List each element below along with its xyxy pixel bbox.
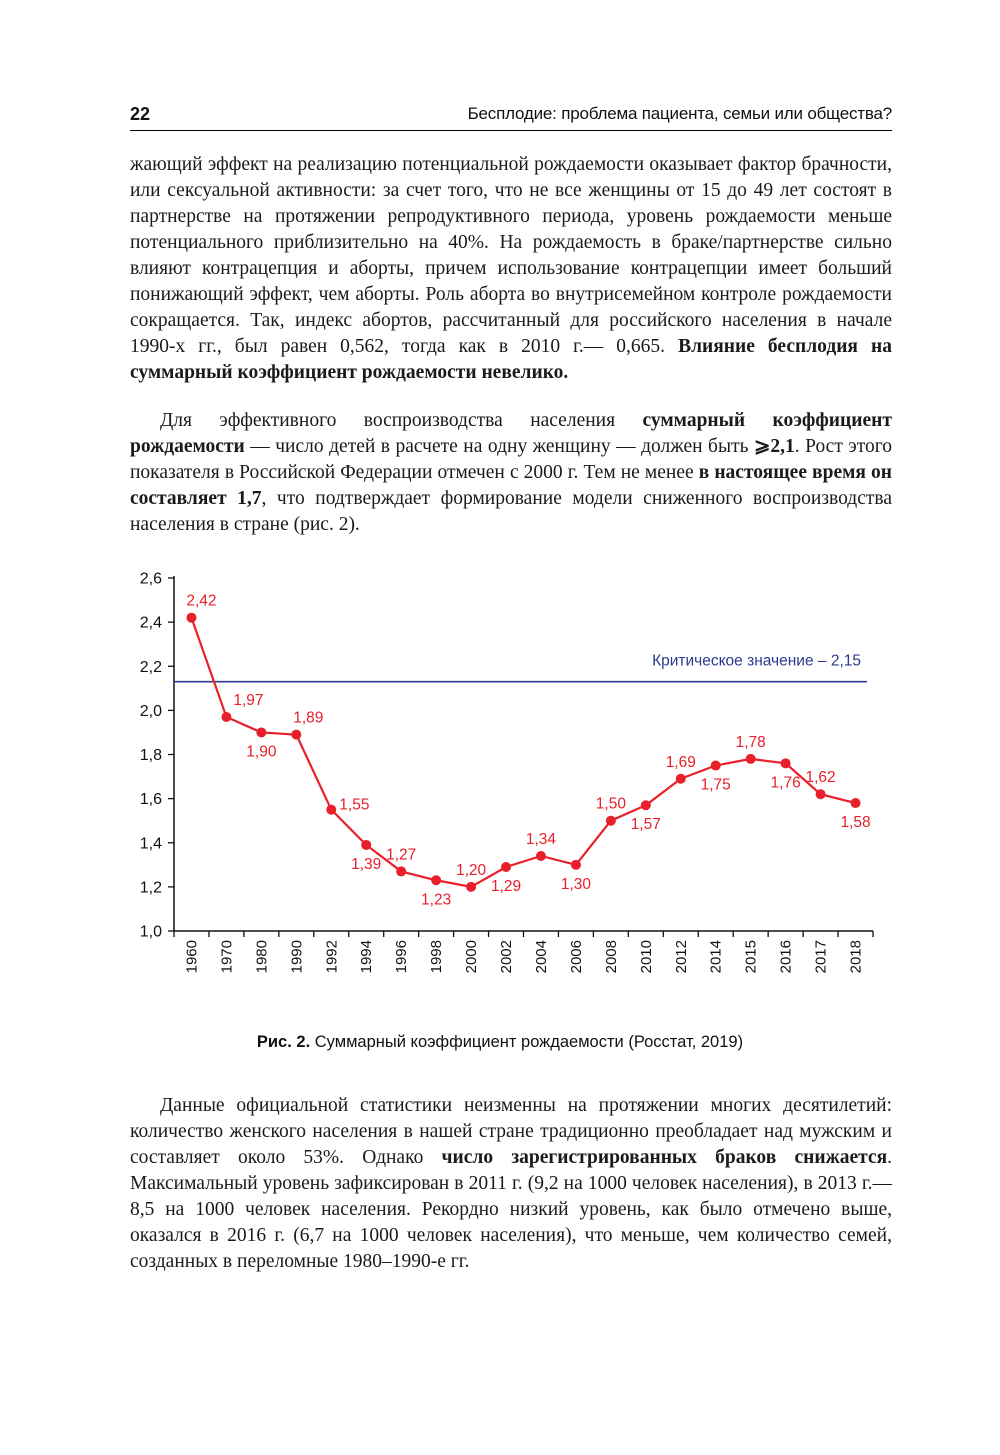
data-point xyxy=(711,761,721,771)
data-point xyxy=(361,840,371,850)
x-tick-label: 2002 xyxy=(498,940,516,974)
data-point xyxy=(606,816,616,826)
data-point xyxy=(326,805,336,815)
data-label: 1,62 xyxy=(805,769,836,787)
y-tick-label: 1,4 xyxy=(139,835,162,853)
caption-text: Суммарный коэффициент рождаемости (Росстат, 2019) xyxy=(310,1033,744,1051)
data-label: 1,58 xyxy=(840,814,871,832)
y-tick-label: 1,8 xyxy=(139,747,162,764)
y-tick-label: 1,0 xyxy=(139,923,162,941)
x-tick-label: 1980 xyxy=(253,940,271,974)
x-tick-label: 2006 xyxy=(567,940,585,974)
y-tick-label: 2,2 xyxy=(139,658,162,676)
paragraph-2-text-2: — число детей в расчете на одну женщину — должен быть xyxy=(244,436,754,457)
data-point xyxy=(501,862,511,872)
paragraph-2-text-1: Для эффективного воспроизводства населения xyxy=(160,410,643,431)
paragraph-2-text-4: , что подтверждает формирование модели сниженного воспроизводства населения в стране (рис. 2). xyxy=(130,488,892,535)
data-point xyxy=(221,712,231,722)
x-tick-label: 1996 xyxy=(393,940,411,974)
y-tick-label: 2,0 xyxy=(139,702,162,720)
page-header xyxy=(130,100,892,131)
paragraph-1-text: жающий эффект на реализацию потенциальной рождаемости оказывает фактор брачности, или сексуальной активности: за счет того, что не все женщины от 15 до 49 лет состоят в партнерстве на протяжении репродуктивного периода, уровень рождаемости меньше потенциального приблизительно на 40%. На рождаемость в браке/партнерстве сильно влияют контрацепция и аборты, причем использование контрацепции имеет больший понижающий эффект, чем аборты. Роль аборта во внутрисемейном контроле рождаемости сокращается. Так, индекс абортов, рассчитанный для российского населения в начале 1990-х гг., был равен 0,562, тогда как в 2010 г.— 0,665. xyxy=(130,154,892,357)
data-label: 1,55 xyxy=(339,796,370,814)
data-label: 1,27 xyxy=(386,846,417,864)
figure-caption xyxy=(0,1033,1000,1052)
data-label: 1,69 xyxy=(665,753,696,771)
critical-value-label: Критическое значение – 2,15 xyxy=(652,652,861,670)
data-point xyxy=(676,774,686,784)
x-tick-label: 2004 xyxy=(532,940,550,974)
data-point xyxy=(571,860,581,870)
paragraph-1-bold: Влияние бесплодия на суммарный коэффициент рождаемости невелико. xyxy=(130,336,892,383)
x-tick-label: 2008 xyxy=(602,940,620,974)
paragraph-2-text-3: . Рост этого показателя в Российской Федерации отмечен с 2000 г. Тем не менее xyxy=(130,436,892,483)
x-tick-label: 2000 xyxy=(463,940,481,974)
x-tick-label: 1998 xyxy=(428,940,446,974)
paragraph-2 xyxy=(130,408,892,538)
data-label: 1,39 xyxy=(351,855,382,873)
x-tick-label: 2012 xyxy=(672,940,690,974)
paragraph-3-text-2: . Максимальный уровень зафиксирован в 2011 г. (9,2 на 1000 человек населения), в 2013 г.— 8,5 на 1000 человек населения. Рекордно низкий уровень, как было отмечено выше, оказался в 2016 г. (6,7 на 1000 человек населения), что меньше, чем количество семей, созданных в переломные 1980–1990-е гг. xyxy=(130,1147,893,1272)
paragraph-2-bold-3: в настоящее время он составляет 1,7 xyxy=(130,462,892,509)
data-label: 1,20 xyxy=(455,861,487,879)
x-tick-label: 1994 xyxy=(358,940,376,974)
data-point xyxy=(186,613,196,623)
paragraph-2-bold-2: ⩾2,1 xyxy=(754,436,795,457)
data-point xyxy=(431,875,441,885)
data-label: 1,23 xyxy=(421,891,452,909)
page-number: 22 xyxy=(130,104,151,124)
data-point xyxy=(781,758,791,768)
y-tick-label: 2,6 xyxy=(139,570,162,588)
data-label: 1,78 xyxy=(735,733,766,751)
x-tick-label: 1992 xyxy=(323,940,341,974)
x-tick-label: 2014 xyxy=(707,940,725,974)
data-label: 1,50 xyxy=(595,795,626,813)
data-label: 1,29 xyxy=(490,878,522,896)
x-tick-label: 1960 xyxy=(183,940,201,974)
data-point xyxy=(396,866,406,876)
y-tick-label: 1,2 xyxy=(139,879,162,897)
data-point xyxy=(641,800,651,810)
data-point xyxy=(291,730,301,740)
running-title: Бесплодие: проблема пациента, семьи или общества? xyxy=(467,104,892,123)
x-tick-label: 1970 xyxy=(218,940,236,974)
data-label: 1,34 xyxy=(525,830,557,848)
paragraph-3-bold: число зарегистрированных браков снижается xyxy=(441,1147,888,1168)
data-point xyxy=(466,882,476,892)
x-tick-label: 2018 xyxy=(847,940,865,974)
data-point xyxy=(851,798,861,808)
fertility-rate-chart xyxy=(100,560,890,1000)
y-tick-label: 1,6 xyxy=(139,791,162,809)
data-label: 1,89 xyxy=(293,709,324,727)
paragraph-1 xyxy=(130,152,892,386)
data-label: 1,97 xyxy=(233,691,264,709)
data-point xyxy=(536,851,546,861)
data-label: 2,42 xyxy=(186,592,217,610)
x-tick-label: 2010 xyxy=(637,940,655,974)
data-point xyxy=(746,754,756,764)
data-label: 1,76 xyxy=(770,774,801,792)
caption-label: Рис. 2. xyxy=(256,1033,311,1051)
paragraph-3 xyxy=(130,1093,892,1275)
data-label: 1,57 xyxy=(630,816,661,834)
data-label: 1,75 xyxy=(700,776,731,794)
x-tick-label: 2015 xyxy=(742,940,760,974)
x-tick-label: 1990 xyxy=(288,940,306,974)
y-tick-label: 2,4 xyxy=(139,614,162,632)
x-tick-label: 2016 xyxy=(777,940,795,974)
data-point xyxy=(816,789,826,799)
paragraph-3-text-1: Данные официальной статистики неизменны на протяжении многих десятилетий: количество женского населения в нашей стране традиционно преобладает над мужским и составляет около 53%. Однако xyxy=(130,1095,892,1168)
x-tick-label: 2017 xyxy=(812,940,830,974)
data-label: 1,30 xyxy=(560,875,592,893)
data-point xyxy=(256,727,266,737)
paragraph-2-bold-1: суммарный коэффициент рождаемости xyxy=(130,410,892,457)
data-label: 1,90 xyxy=(246,743,277,761)
